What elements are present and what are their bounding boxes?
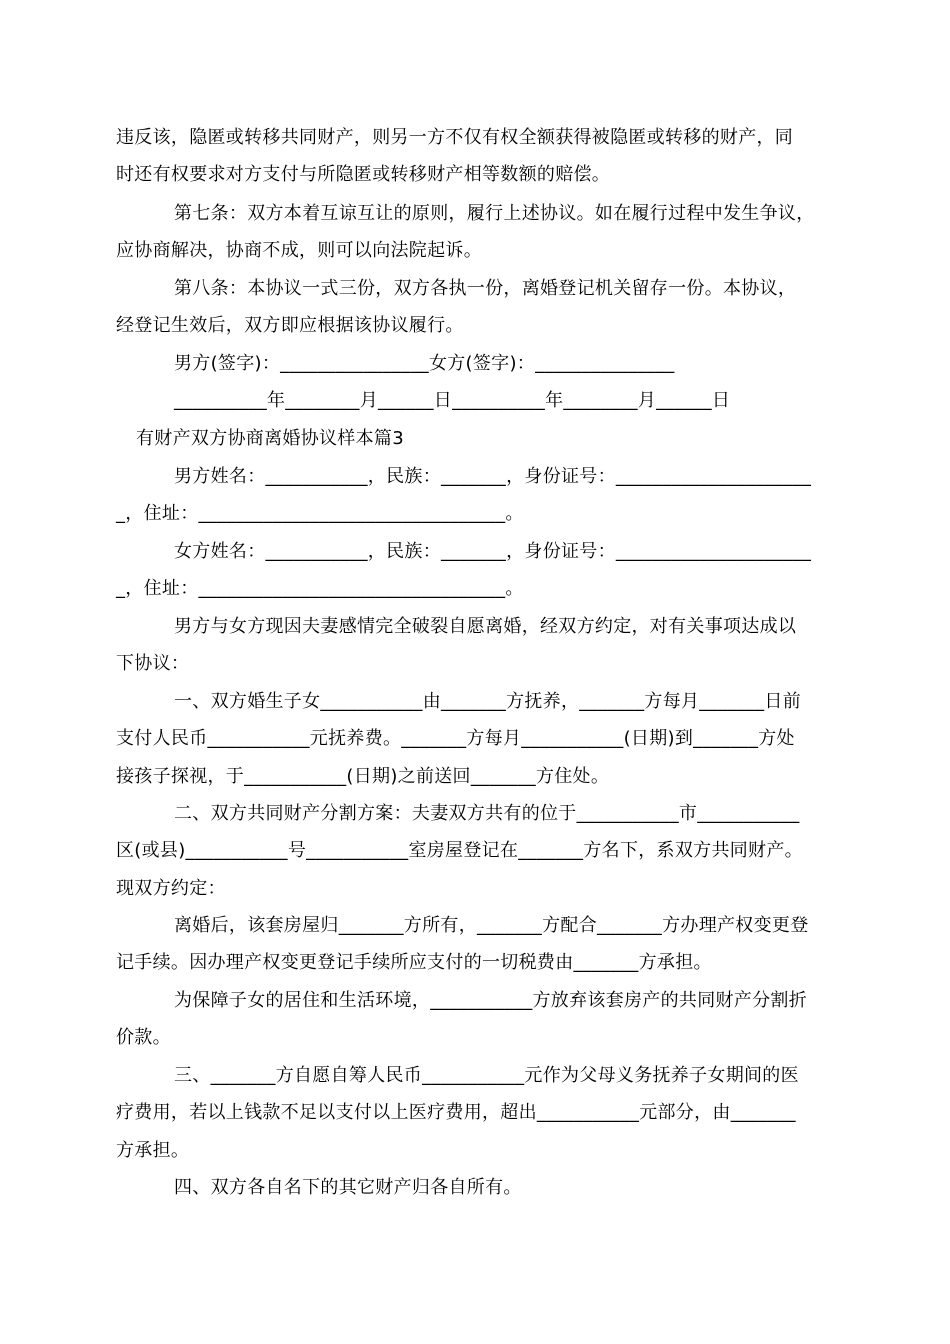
text-line: 方承担。 bbox=[116, 1140, 190, 1161]
text-line: 下协议： bbox=[116, 653, 190, 674]
item-2: 二、双方共同财产分割方案：夫妻双方共有的位于___________市___________ bbox=[174, 803, 800, 824]
signature-line: 男方(签字)：________________女方(签字)：_______________ bbox=[174, 353, 675, 374]
text-line: 接孩子探视，于___________(日期)之前送回_______方住处。 bbox=[116, 766, 610, 787]
female-info-line: 女方姓名：___________，民族：_______，身份证号：_____________________ bbox=[174, 541, 812, 562]
text-line: 价款。 bbox=[116, 1027, 171, 1048]
text-line: 应协商解决，协商不成，则可以向法院起诉。 bbox=[116, 240, 482, 261]
text-line: 离婚后，该套房屋归_______方所有，_______方配合_______方办理产权变更登 bbox=[174, 915, 809, 936]
item-3: 三、_______方自愿自筹人民币___________元作为父母义务抚养子女期间的医 bbox=[174, 1065, 799, 1086]
text-line: 经登记生效后，双方即应根据该协议履行。 bbox=[116, 315, 464, 336]
male-address-line: _，住址：_________________________________。 bbox=[116, 503, 524, 524]
text-line: 为保障子女的居住和生活环境，___________方放弃该套房产的共同财产分割折 bbox=[174, 990, 807, 1011]
female-address-line: _，住址：_________________________________。 bbox=[116, 578, 524, 599]
clause-8: 第八条：本协议一式三份，双方各执一份，离婚登记机关留存一份。本协议， bbox=[174, 278, 797, 299]
text-line: 区(或县)___________号___________室房屋登记在_______方名下，系双方共同财产。 bbox=[116, 840, 803, 861]
text-line: 支付人民币___________元抚养费。_______方每月___________(日期)到_______方处 bbox=[116, 728, 795, 749]
text-line: 时还有权要求对方支付与所隐匿或转移财产相等数额的赔偿。 bbox=[116, 164, 611, 185]
text-line: 违反该，隐匿或转移共同财产，则另一方不仅有权全额获得被隐匿或转移的财产，同 bbox=[116, 127, 794, 148]
item-1: 一、双方婚生子女___________由_______方抚养，_______方每月_______日前 bbox=[174, 691, 801, 712]
date-line: __________年________月______日__________年________月______日 bbox=[174, 390, 731, 411]
item-4: 四、双方各自名下的其它财产归各自所有。 bbox=[174, 1177, 522, 1198]
text-line: 记手续。因办理产权变更登记手续所应支付的一切税费由_______方承担。 bbox=[116, 952, 712, 973]
clause-7: 第七条：双方本着互谅互让的原则，履行上述协议。如在履行过程中发生争议， bbox=[174, 203, 815, 224]
text-line: 疗费用，若以上钱款不足以支付以上医疗费用，超出___________元部分，由_______ bbox=[116, 1102, 796, 1123]
text-line: 现双方约定： bbox=[116, 878, 226, 899]
section-heading: 有财产双方协商离婚协议样本篇3 bbox=[136, 428, 404, 449]
male-info-line: 男方姓名：___________，民族：_______，身份证号：_____________________ bbox=[174, 466, 812, 487]
text-line: 男方与女方现因夫妻感情完全破裂自愿离婚，经双方约定，对有关事项达成以 bbox=[174, 616, 797, 637]
